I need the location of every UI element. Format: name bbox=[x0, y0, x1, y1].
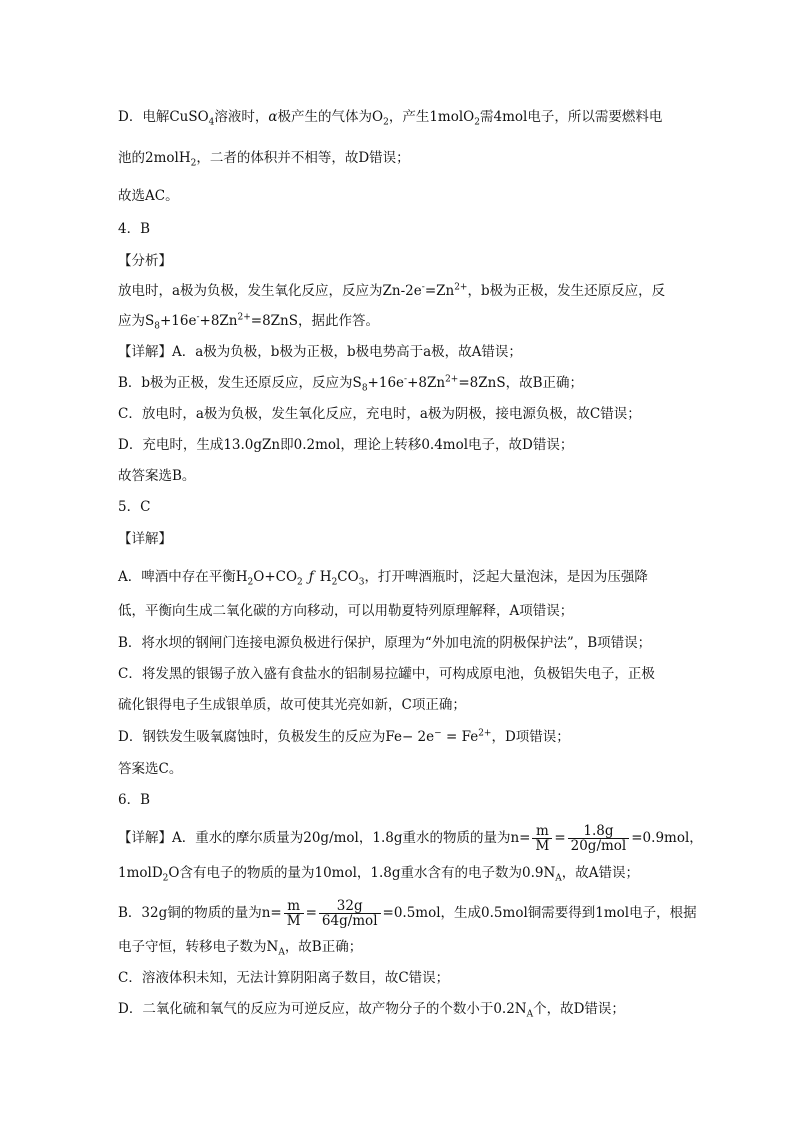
text-line: C．溶液体积未知，无法计算阴阳离子数目，故C错误； bbox=[118, 970, 450, 986]
text-line: 1molD$_2$O含有电子的物质的量为10mol，1.8g重水含有的电子数为$0.9N_A$，故A错误； bbox=[118, 865, 640, 884]
text-line: A．啤酒中存在平衡$H_2O+CO_2$ ƒ $H_2CO_3$，打开啤酒瓶时，泛起大量泡沫，是因为压强降 bbox=[118, 569, 648, 588]
question-number: 5．C bbox=[118, 499, 151, 515]
text-line: 电子守恒，转移电子数为$N_A$，故B正确； bbox=[118, 939, 363, 958]
text-line: C．放电时，a极为负极，发生氧化反应，充电时，a极为阴极，接电源负极，故C错误； bbox=[118, 406, 641, 422]
text-line: D．电解CuSO$_4$溶液时，α极产生的气体为$O_2$，产生1molO$_2$需4mol电子，所以需要燃料电 bbox=[118, 109, 663, 128]
text-line: 低，平衡向生成二氧化碳的方向移动，可以用勒夏特列原理解释，A项错误； bbox=[118, 603, 574, 619]
section-label: 【分析】 bbox=[118, 253, 172, 269]
text-line: D．二氧化硫和氧气的反应为可逆反应，故产物分子的个数小于$0.2N_A$个，故D错误； bbox=[118, 1001, 625, 1020]
text-line: B．32g铜的物质的量为n= $\frac{m}{M}$ = $\frac{32g}{\text{64g/mol}}$ =0.5mol，生成0.5mol铜需要得到1mol电子，根据 bbox=[118, 898, 697, 929]
fraction: $\frac{m}{M}$ bbox=[532, 824, 552, 853]
fraction: $\frac{32g}{\text{64g/mol}}$ bbox=[319, 899, 381, 928]
text-line: 应为$S_8+16e^-+8Zn^{2+}=8ZnS$，据此作答。 bbox=[118, 312, 380, 332]
text-line: 【详解】A．a极为负极，b极为正极，b极电势高于a极，故A错误； bbox=[118, 344, 522, 360]
text-line: 答案选C。 bbox=[118, 761, 183, 777]
fraction: $\frac{1.8g}{\text{20g/mol}}$ bbox=[568, 824, 630, 853]
text-line: B．b极为正极，发生还原反应，反应为$S_8+16e^-+8Zn^{2+}=8ZnS$，故B正确； bbox=[118, 374, 583, 394]
text-line: 放电时，a极为负极，发生氧化反应，反应为$Zn-2e^-=Zn^{2+}$，b极为正极，发生还原反应，反 bbox=[118, 282, 666, 299]
text-line: 故选AC。 bbox=[118, 188, 179, 204]
question-number: 6．B bbox=[118, 792, 151, 808]
section-label: 【详解】 bbox=[118, 531, 172, 547]
text-line: 【详解】A．重水的摩尔质量为20g/mol，1.8g重水的物质的量为n= $\frac{m}{M}$ = $\frac{1.8g}{\text{20g/mol}}$ =0.9mol， bbox=[118, 823, 703, 854]
text-line: B．将水坝的钢闸门连接电源负极进行保护，原理为“外加电流的阴极保护法”，B项错误； bbox=[118, 635, 652, 651]
text-line: 故答案选B。 bbox=[118, 468, 196, 484]
text-line: 池的2molH$_2$，二者的体积并不相等，故D错误； bbox=[118, 150, 410, 169]
text-line: 硫化银得电子生成银单质，故可使其光亮如新，C项正确； bbox=[118, 697, 466, 713]
question-number: 4．B bbox=[118, 221, 151, 237]
text-line: D．充电时，生成13.0gZn即0.2mol，理论上转移0.4mol电子，故D错误； bbox=[118, 437, 574, 453]
text-line: D．钢铁发生吸氧腐蚀时，负极发生的反应为$Fe- 2e^- = Fe^{2+}$，D项错误； bbox=[118, 728, 570, 745]
fraction: $\frac{m}{M}$ bbox=[284, 899, 304, 928]
text-line: C．将发黑的银锡子放入盛有食盐水的铝制易拉罐中，可构成原电池，负极铝失电子，正极 bbox=[118, 666, 655, 682]
